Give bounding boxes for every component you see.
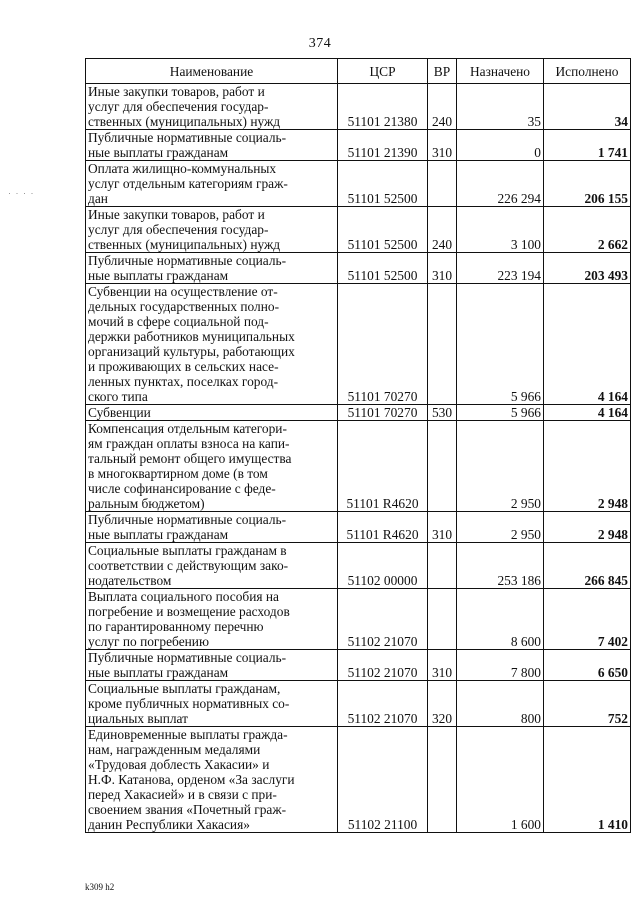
- row-assigned: 223 194: [457, 253, 544, 284]
- column-header-name: Наименование: [86, 59, 338, 84]
- row-assigned: 5 966: [457, 405, 544, 421]
- table-row: [86, 130, 631, 161]
- row-vr: [428, 727, 457, 833]
- row-vr: [428, 284, 457, 405]
- row-csr: 51101 R4620: [338, 421, 428, 512]
- row-vr: 310: [428, 512, 457, 543]
- column-header-executed: Исполнено: [544, 59, 631, 84]
- row-name: Социальные выплаты гражданам, кроме публичных нормативных со- циальных выплат: [86, 681, 338, 727]
- row-name: Публичные нормативные социаль- ные выплаты гражданам: [86, 253, 338, 284]
- row-vr: 310: [428, 650, 457, 681]
- row-name: Публичные нормативные социаль- ные выплаты гражданам: [86, 130, 338, 161]
- row-csr: 51101 52500: [338, 207, 428, 253]
- table-row: [86, 589, 631, 650]
- row-vr: [428, 543, 457, 589]
- row-assigned: 35: [457, 84, 544, 130]
- row-assigned: 8 600: [457, 589, 544, 650]
- row-assigned: 5 966: [457, 284, 544, 405]
- row-vr: 530: [428, 405, 457, 421]
- row-executed: 2 948: [544, 421, 631, 512]
- row-name: Социальные выплаты гражданам в соответствии с действующим зако- нодательством: [86, 543, 338, 589]
- table-row: [86, 512, 631, 543]
- row-name: Публичные нормативные социаль- ные выплаты гражданам: [86, 512, 338, 543]
- row-name: Единовременные выплаты гражда- нам, награжденным медалями «Трудовая доблесть Хакасии» и Н.Ф. Катанова, орденом «За заслуги перед Хакасией» и в связи с при- своением звания «Почетный граж- данин Республики Хакасия»: [86, 727, 338, 833]
- table-row: [86, 543, 631, 589]
- row-csr: 51101 70270: [338, 405, 428, 421]
- row-vr: 310: [428, 253, 457, 284]
- table-row: [86, 284, 631, 405]
- row-executed: 34: [544, 84, 631, 130]
- column-header-assigned: Назначено: [457, 59, 544, 84]
- row-assigned: 7 800: [457, 650, 544, 681]
- row-name: Иные закупки товаров, работ и услуг для обеспечения государ- ственных (муниципальных) нужд: [86, 84, 338, 130]
- row-csr: 51101 52500: [338, 253, 428, 284]
- table-row: [86, 727, 631, 833]
- row-executed: 2 662: [544, 207, 631, 253]
- row-vr: 240: [428, 207, 457, 253]
- row-executed: 7 402: [544, 589, 631, 650]
- page-number: 374: [308, 36, 332, 51]
- row-vr: 320: [428, 681, 457, 727]
- row-assigned: 1 600: [457, 727, 544, 833]
- row-csr: 51102 21100: [338, 727, 428, 833]
- row-csr: 51101 70270: [338, 284, 428, 405]
- table-row: [86, 650, 631, 681]
- row-assigned: 2 950: [457, 421, 544, 512]
- row-executed: 2 948: [544, 512, 631, 543]
- row-name: Компенсация отдельным категори- ям граждан оплаты взноса на капи- тальный ремонт общего имущества в многоквартирном доме (в том числе софинансирование с феде- ральным бюджетом): [86, 421, 338, 512]
- row-assigned: 226 294: [457, 161, 544, 207]
- margin-mark: · · · ·: [8, 188, 35, 198]
- row-name: Оплата жилищно-коммунальных услуг отдельным категориям граж- дан: [86, 161, 338, 207]
- row-assigned: 3 100: [457, 207, 544, 253]
- row-vr: [428, 161, 457, 207]
- row-executed: 1 410: [544, 727, 631, 833]
- budget-table: [85, 58, 631, 833]
- row-executed: 4 164: [544, 284, 631, 405]
- row-assigned: 0: [457, 130, 544, 161]
- row-csr: 51102 21070: [338, 650, 428, 681]
- table-row: [86, 405, 631, 421]
- row-executed: 206 155: [544, 161, 631, 207]
- column-header-csr: ЦСР: [338, 59, 428, 84]
- row-vr: 240: [428, 84, 457, 130]
- row-name: Выплата социального пособия на погребение и возмещение расходов по гарантированному перечню услуг по погребению: [86, 589, 338, 650]
- row-assigned: 253 186: [457, 543, 544, 589]
- row-executed: 266 845: [544, 543, 631, 589]
- table-row: [86, 84, 631, 130]
- row-executed: 4 164: [544, 405, 631, 421]
- row-assigned: 800: [457, 681, 544, 727]
- table-header-row: [86, 59, 631, 84]
- row-csr: 51101 R4620: [338, 512, 428, 543]
- row-csr: 51101 21390: [338, 130, 428, 161]
- row-csr: 51102 00000: [338, 543, 428, 589]
- row-csr: 51101 21380: [338, 84, 428, 130]
- footer-code: k309 h2: [85, 882, 115, 892]
- row-name: Публичные нормативные социаль- ные выплаты гражданам: [86, 650, 338, 681]
- row-name: Иные закупки товаров, работ и услуг для обеспечения государ- ственных (муниципальных) нужд: [86, 207, 338, 253]
- table-row: [86, 253, 631, 284]
- row-name: Субвенции: [86, 405, 338, 421]
- row-vr: 310: [428, 130, 457, 161]
- table-row: [86, 161, 631, 207]
- table-row: [86, 681, 631, 727]
- row-name: Субвенции на осуществление от- дельных государственных полно- мочий в сфере социальной под- держки работников муниципальных организаций культуры, работающих и проживающих в сельских насе- ленных пунктах, поселках город- ского типа: [86, 284, 338, 405]
- column-header-vr: ВР: [428, 59, 457, 84]
- row-assigned: 2 950: [457, 512, 544, 543]
- row-vr: [428, 589, 457, 650]
- row-executed: 752: [544, 681, 631, 727]
- row-executed: 1 741: [544, 130, 631, 161]
- table-row: [86, 207, 631, 253]
- row-csr: 51102 21070: [338, 589, 428, 650]
- row-vr: [428, 421, 457, 512]
- row-executed: 203 493: [544, 253, 631, 284]
- table-row: [86, 421, 631, 512]
- row-executed: 6 650: [544, 650, 631, 681]
- row-csr: 51102 21070: [338, 681, 428, 727]
- row-csr: 51101 52500: [338, 161, 428, 207]
